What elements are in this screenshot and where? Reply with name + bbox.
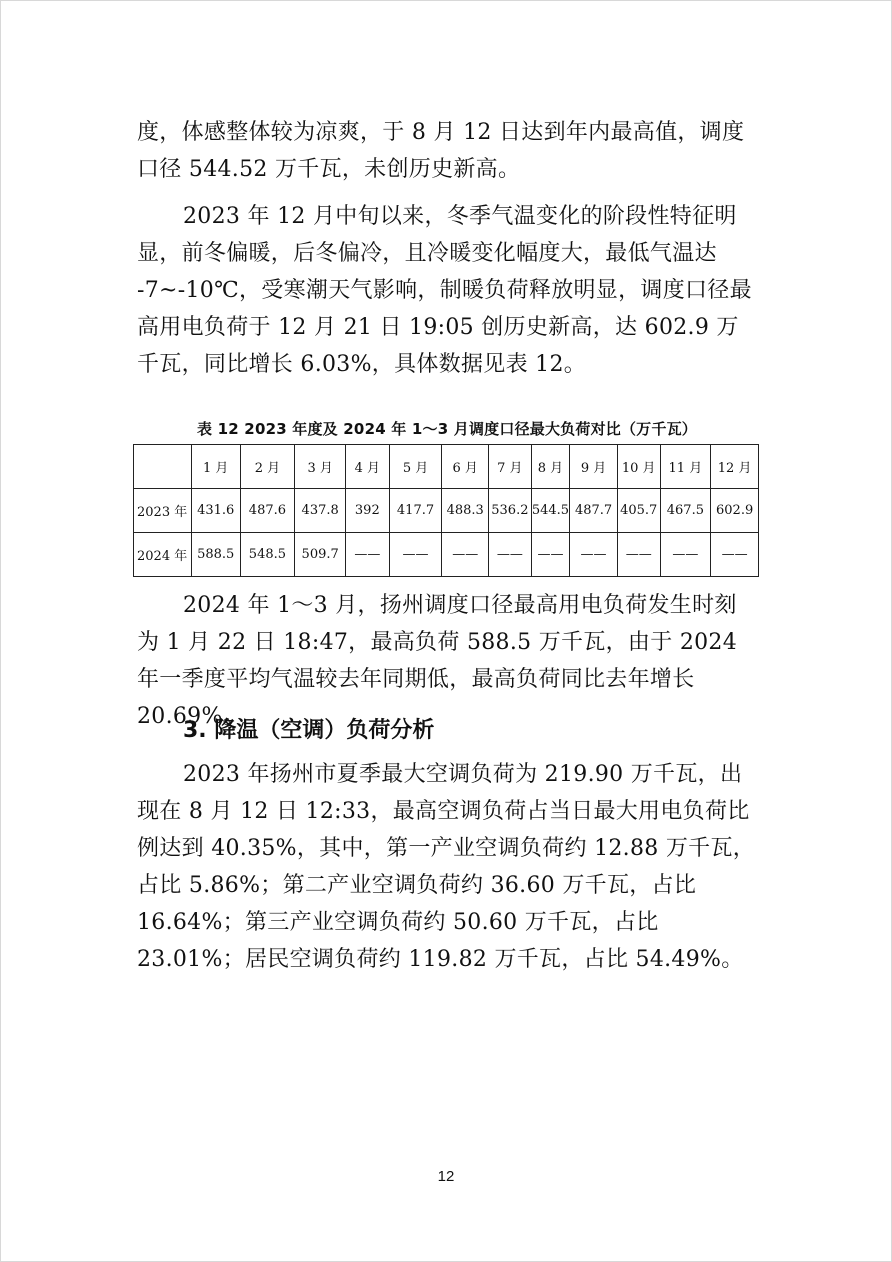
table-cell: 509.7 <box>295 533 346 577</box>
table-cell: —— <box>711 533 759 577</box>
table-cell: 405.7 <box>617 489 660 533</box>
table-cell: 487.7 <box>570 489 618 533</box>
month-header: 5 月 <box>389 445 442 489</box>
row-label: 2024 年 <box>134 533 192 577</box>
body-paragraph-1 <box>137 114 757 188</box>
month-header: 6 月 <box>442 445 489 489</box>
paragraph-text: 2023 年扬州市夏季最大空调负荷为 219.90 万千瓦，出现在 8 月 12 日 12:33，最高空调负荷占当日最大用电负荷比例达到 40.35%，其中，第一产业空调负荷约 12.88 万千瓦，占比 5.86%；第二产业空调负荷约 36.60 万千瓦，占比 16.64%；第三产业空调负荷约 50.60 万千瓦，占比 23.01%；居民空调负荷约 119.82 万千瓦，占比 54.49%。 <box>137 762 756 972</box>
month-header: 4 月 <box>346 445 390 489</box>
table-cell: 417.7 <box>389 489 442 533</box>
table-cell: —— <box>660 533 711 577</box>
month-header: 11 月 <box>660 445 711 489</box>
table-cell: 544.5 <box>531 489 570 533</box>
table-corner-cell <box>134 445 192 489</box>
table-cell: —— <box>389 533 442 577</box>
table-caption: 表 12 2023 年度及 2024 年 1～3 月调度口径最大负荷对比（万千瓦） <box>196 420 697 438</box>
month-header: 10 月 <box>617 445 660 489</box>
table-cell: 392 <box>346 489 390 533</box>
month-header: 7 月 <box>489 445 532 489</box>
table-cell: 602.9 <box>711 489 759 533</box>
table-cell: 548.5 <box>240 533 295 577</box>
table-cell: —— <box>570 533 618 577</box>
month-header: 3 月 <box>295 445 346 489</box>
body-paragraph-4 <box>137 756 757 978</box>
table-cell: 487.6 <box>240 489 295 533</box>
table-cell: 588.5 <box>191 533 240 577</box>
month-header: 2 月 <box>240 445 295 489</box>
section-heading: 3. 降温（空调）负荷分析 <box>183 718 435 743</box>
table-cell: 536.2 <box>489 489 532 533</box>
table-cell: —— <box>346 533 390 577</box>
month-header: 9 月 <box>570 445 618 489</box>
paragraph-text: 度，体感整体较为凉爽，于 8 月 12 日达到年内最高值，调度口径 544.52 万千瓦，未创历史新高。 <box>137 120 745 182</box>
month-header: 1 月 <box>191 445 240 489</box>
max-load-table <box>133 444 759 577</box>
table-header-row <box>134 445 759 489</box>
table-row-2024 <box>134 533 759 577</box>
table-cell: 467.5 <box>660 489 711 533</box>
paragraph-text: 2023 年 12 月中旬以来，冬季气温变化的阶段性特征明显，前冬偏暖，后冬偏冷，且冷暖变化幅度大，最低气温达 -7~-10℃，受寒潮天气影响，制暖负荷释放明显，调度口径最高用电负荷于 12 月 21 日 19:05 创历史新高，达 602.9 万千瓦，同比增长 6.03%，具体数据见表 12。 <box>137 204 752 377</box>
table-cell: —— <box>489 533 532 577</box>
page-number: 12 <box>437 1168 455 1185</box>
row-label: 2023 年 <box>134 489 192 533</box>
table-row-2023 <box>134 489 759 533</box>
month-header: 12 月 <box>711 445 759 489</box>
table-cell: 437.8 <box>295 489 346 533</box>
table-cell: —— <box>531 533 570 577</box>
body-paragraph-2 <box>137 198 757 383</box>
month-header: 8 月 <box>531 445 570 489</box>
table-cell: 488.3 <box>442 489 489 533</box>
table-cell: —— <box>617 533 660 577</box>
table-cell: —— <box>442 533 489 577</box>
table-cell: 431.6 <box>191 489 240 533</box>
paragraph-text: 2024 年 1～3 月，扬州调度口径最高用电负荷发生时刻为 1 月 22 日 18:47，最高负荷 588.5 万千瓦，由于 2024 年一季度平均气温较去年同期低，最高负荷同比去年增长 20.69%。 <box>137 593 738 729</box>
